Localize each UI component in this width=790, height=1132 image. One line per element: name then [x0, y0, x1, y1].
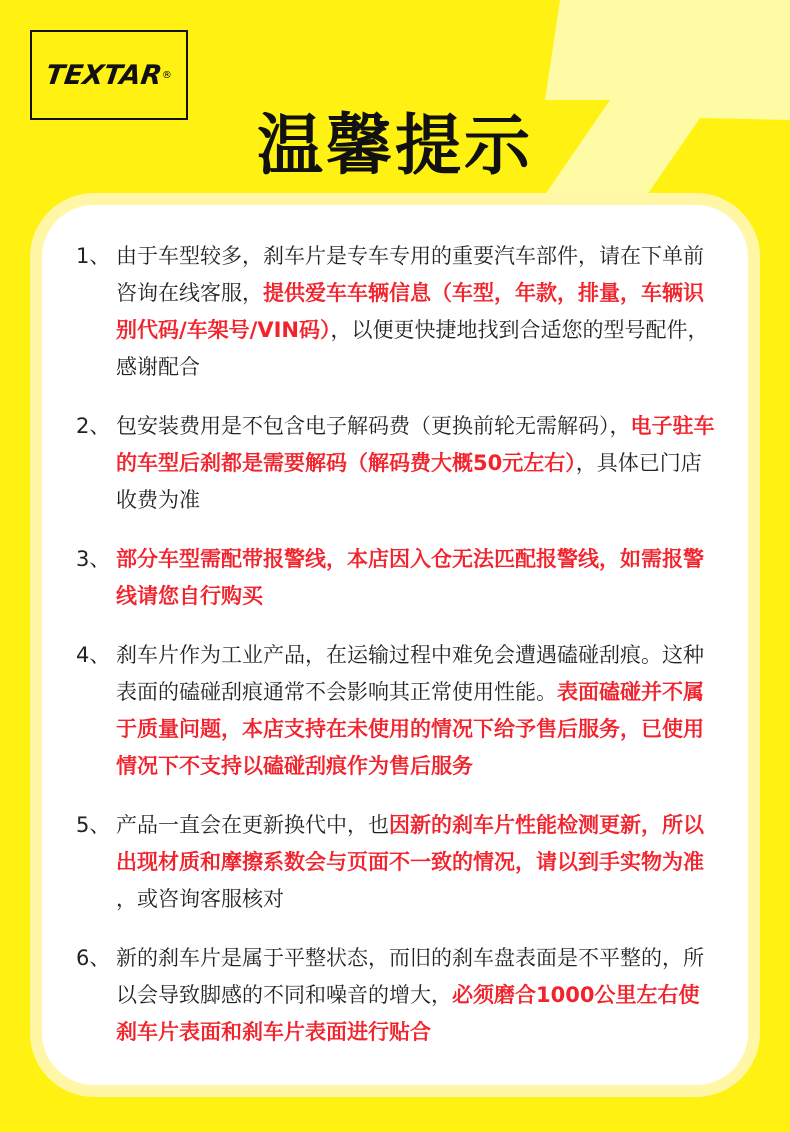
notice-highlight-text: 电子驻车的车型后刹都是需要解码（解码费大概50元左右）	[116, 414, 715, 475]
notice-item-text	[116, 807, 716, 918]
notice-body-text: 包安装费用是不包含电子解码费（更换前轮无需解码），	[116, 414, 631, 438]
notice-item	[76, 408, 716, 519]
notice-item-number: 3、	[76, 547, 111, 571]
notice-body-text: ，或咨询客服核对	[116, 887, 284, 911]
notice-item-number: 6、	[76, 946, 111, 970]
notice-body-text: 产品一直会在更新换代中，也	[116, 813, 389, 837]
notice-item-number: 1、	[76, 244, 111, 268]
notice-item	[76, 637, 716, 785]
notice-item-text	[116, 238, 716, 386]
notice-item-text	[116, 408, 716, 519]
notice-list	[76, 238, 716, 1073]
notice-body-text: 刹车片作为工业产品，在运输过程中难免会遭遇磕碰刮痕。这种表面的磕碰刮痕通常不会影响其正常使用性能。	[116, 643, 704, 704]
notice-item-number: 4、	[76, 643, 111, 667]
notice-highlight-text: 因新的刹车片性能检测更新，所以出现材质和摩擦系数会与页面不一致的情况，请以到手实物为准	[116, 813, 704, 874]
logo-registered-mark: ®	[161, 69, 172, 81]
notice-highlight-text: 提供爱车车辆信息（车型，年款，排量，车辆识别代码/车架号/VIN码）	[116, 281, 704, 342]
notice-body-text: ，具体已门店收费为准	[116, 451, 702, 512]
notice-highlight-text: 表面磕碰并不属于质量问题，本店支持在未使用的情况下给予售后服务，已使用情况下不支持以磕碰刮痕作为售后服务	[116, 680, 704, 778]
page-title: 温馨提示	[257, 107, 533, 184]
logo-text: TEXTAR	[43, 59, 165, 91]
notice-item	[76, 807, 716, 918]
notice-highlight-text: 部分车型需配带报警线，本店因入仓无法匹配报警线，如需报警线请您自行购买	[116, 547, 704, 608]
notice-item	[76, 541, 716, 615]
notice-item-text	[116, 940, 716, 1051]
notice-body-text: ，以便更快捷地找到合适您的型号配件，感谢配合	[116, 318, 709, 379]
notice-item	[76, 940, 716, 1051]
notice-item-text	[116, 541, 716, 615]
notice-highlight-text: 必须磨合1000公里左右使刹车片表面和刹车片表面进行贴合	[116, 983, 700, 1044]
notice-item-number: 2、	[76, 414, 111, 438]
notice-item-number: 5、	[76, 813, 111, 837]
notice-body-text: 由于车型较多，刹车片是专车专用的重要汽车部件，请在下单前咨询在线客服，	[116, 244, 704, 305]
notice-body-text: 新的刹车片是属于平整状态，而旧的刹车盘表面是不平整的，所以会导致脚感的不同和噪音的增大，	[116, 946, 704, 1007]
notice-item	[76, 238, 716, 386]
notice-item-text	[116, 637, 716, 785]
